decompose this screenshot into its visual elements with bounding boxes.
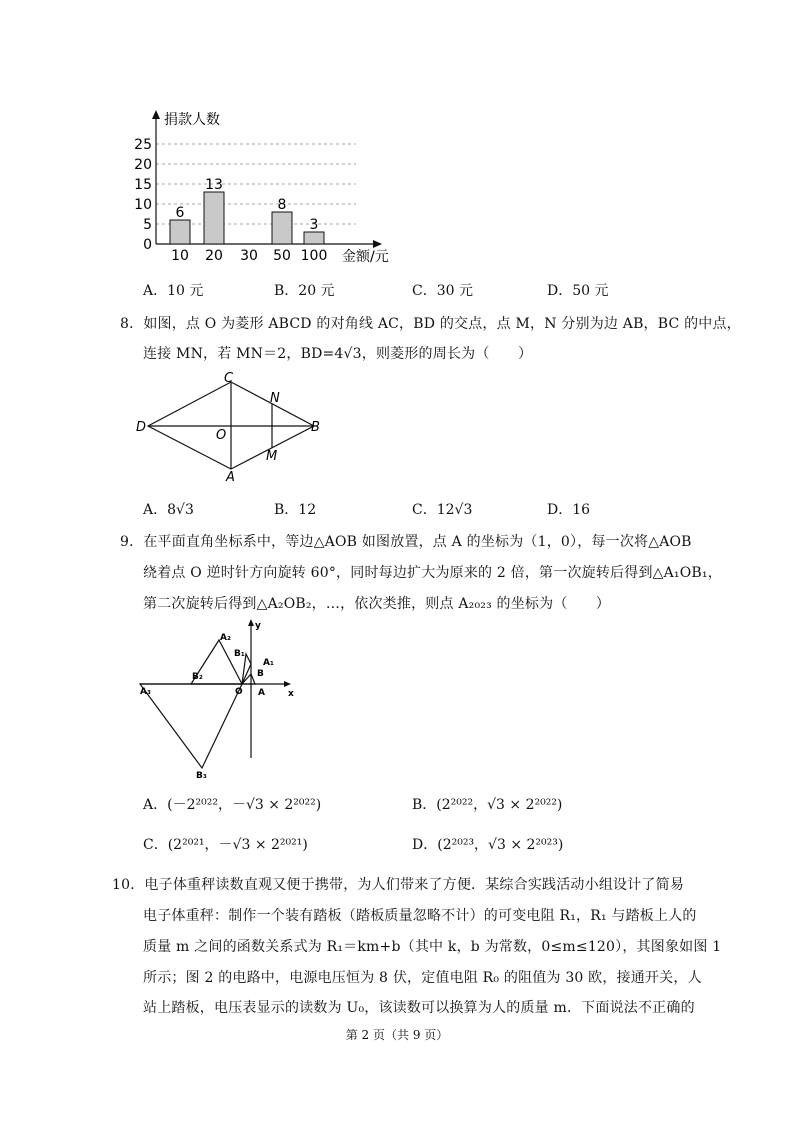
option-text: 10 元 [167, 283, 204, 299]
bars [170, 177, 324, 244]
question-number: 10． [112, 877, 145, 893]
q8-option-b: B．12 [274, 502, 317, 518]
y-tick-label: 25 [134, 137, 152, 153]
data-label-10: 6 [175, 205, 185, 221]
q10-stem-line3: 质量 m 之间的函数关系式为 R₁＝km+b（其中 k，b 为常数，0≤m≤120），其图象如图 1 [143, 939, 722, 955]
rhombus-figure [134, 368, 334, 486]
label-a3: A₃ [140, 687, 151, 697]
data-label-100: 3 [309, 217, 319, 233]
q10-stem-line4: 所示；图 2 的电路中，电源电压恒为 8 伏，定值电阻 R₀ 的阻值为 30 欧，接通开关，人 [143, 970, 702, 986]
q9-stem-line1: 9．在平面直角坐标系中，等边△AOB 如图放置，点 A 的坐标为（1，0），每一次将△AOB [120, 534, 692, 550]
option-text: 30 元 [436, 283, 473, 299]
x-axis-arrow [373, 240, 382, 248]
bar-20 [204, 192, 224, 244]
label-n: N [270, 391, 280, 406]
x-tick-label: 20 [205, 248, 223, 264]
data-label-20: 13 [205, 177, 223, 193]
label-d: D [136, 420, 147, 435]
y-tick-labels [134, 137, 152, 253]
y-axis-arrow [152, 110, 160, 119]
y-tick-label: 20 [134, 157, 152, 173]
question-number: 9． [120, 534, 144, 550]
question-number: 8． [120, 316, 144, 332]
q9-option-c: C．(2²⁰²¹，－√3 × 2²⁰²¹) [143, 837, 308, 853]
label-m: M [266, 449, 278, 464]
q9-stem-line3: 第二次旋转后得到△A₂OB₂，…，依次类推，则点 A₂₀₂₃ 的坐标为（ ） [143, 596, 611, 612]
x-axis-label: 金额/元 [342, 249, 389, 265]
triangle-a3ob3 [140, 684, 242, 768]
label-x: x [288, 689, 294, 699]
y-tick-label: 10 [134, 197, 152, 213]
y-tick-label: 5 [143, 217, 152, 233]
chart-gridlines [156, 144, 356, 224]
q7-option-a [143, 280, 203, 300]
y-axis-arrow [248, 619, 254, 626]
data-label-50: 8 [277, 197, 287, 213]
label-a: A [258, 688, 265, 698]
label-a1: A₁ [263, 658, 274, 668]
label-b2: B₂ [192, 672, 203, 682]
label-a: A [226, 470, 235, 485]
q10-stem-line2: 电子体重秤：制作一个装有踏板（踏板质量忽略不计）的可变电阻 R₁，R₁ 与踏板上人的 [143, 908, 697, 924]
bar-10 [170, 220, 190, 244]
q8-option-a: A．8√3 [143, 502, 194, 518]
y-tick-label: 0 [143, 237, 152, 253]
q8-option-c: C．12√3 [412, 502, 473, 518]
y-axis-label: 捐款人数 [164, 112, 220, 128]
label-o: O [235, 687, 243, 697]
label-c: C [224, 371, 234, 386]
bar-50 [272, 212, 292, 244]
option-text: 20 元 [298, 283, 335, 299]
label-a2: A₂ [220, 633, 231, 643]
q7-option-d [547, 280, 609, 300]
y-tick-label: 15 [134, 177, 152, 193]
q10-stem-line5: 站上踏板，电压表显示的读数为 U₀，该读数可以换算为人的质量 m．下面说法不正确的 [143, 1000, 695, 1016]
label-o: O [216, 428, 227, 443]
bar-100 [304, 232, 324, 244]
x-tick-label: 50 [273, 248, 291, 264]
x-tick-label: 100 [300, 248, 328, 264]
q8-stem-line2: 连接 MN，若 MN＝2，BD=4√3，则菱形的周长为（ ） [143, 346, 533, 362]
x-tick-label: 30 [240, 248, 258, 264]
q8-option-d: D．16 [547, 502, 591, 518]
label-y: y [255, 621, 261, 631]
option-letter: B． [274, 283, 299, 299]
q10-stem-line1: 10．电子体重秤读数直观又便于携带，为人们带来了方便．某综合实践活动小组设计了简易 [112, 877, 685, 893]
q8-stem-line1: 8．如图，点 O 为菱形 ABCD 的对角线 AC，BD 的交点，点 M，N 分别为边 AB，BC 的中点， [120, 316, 741, 332]
rotation-figure [136, 616, 306, 781]
option-letter: D． [547, 283, 573, 299]
option-letter: C． [412, 283, 437, 299]
label-b1: B₁ [234, 649, 245, 659]
label-b3: B₃ [196, 771, 207, 781]
label-b: B [257, 669, 264, 679]
q9-option-b: B．(2²⁰²²，√3 × 2²⁰²²) [412, 797, 563, 813]
donation-bar-chart [130, 104, 410, 274]
option-letter: A． [143, 283, 168, 299]
q7-option-c [412, 280, 473, 300]
label-b: B [311, 420, 320, 435]
option-text: 50 元 [572, 283, 609, 299]
q9-option-a: A．(－2²⁰²²，－√3 × 2²⁰²²) [143, 797, 322, 813]
page-footer: 第 2 页（共 9 页） [345, 1028, 449, 1042]
x-tick-label: 10 [171, 248, 189, 264]
q9-stem-line2: 绕着点 O 逆时针方向旋转 60°，同时每边扩大为原来的 2 倍，第一次旋转后得到△A₁OB₁， [143, 565, 722, 581]
x-tick-labels [171, 248, 327, 264]
x-axis-arrow [284, 681, 291, 687]
q9-option-d: D．(2²⁰²³，√3 × 2²⁰²³) [412, 837, 564, 853]
q7-option-b [274, 280, 335, 300]
